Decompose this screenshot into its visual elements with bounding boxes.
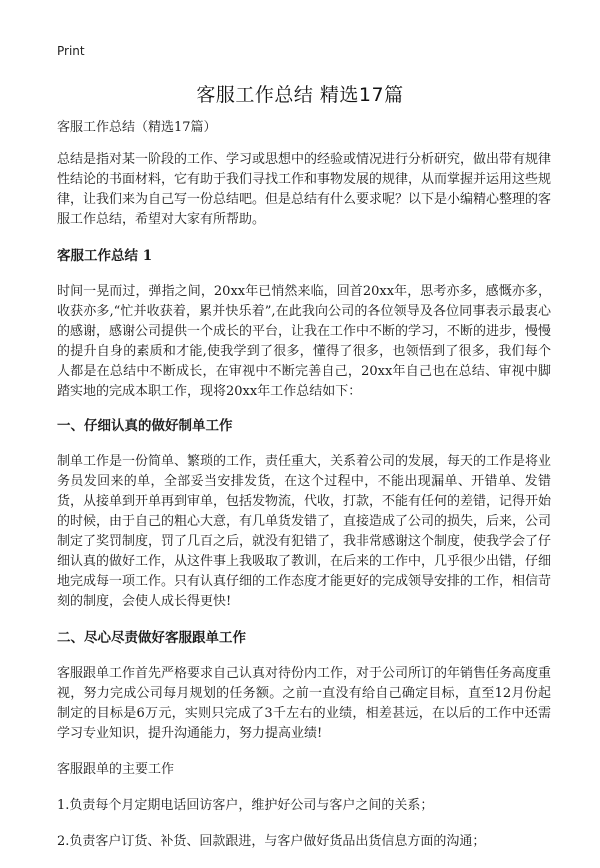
print-label[interactable]: Print xyxy=(57,44,85,58)
intro-paragraph: 总结是指对某一阶段的工作、学习或思想中的经验或情况进行分析研究，做出带有规律性结论的书面材料，它有助于我们寻找工作和事物发展的规律，从而掌握并运用这些规律，让我们来为自己写一份总结吧。但是总结有什么要求呢？以下是小编精心整理的客服工作总结，希望对大家有所帮助。 xyxy=(57,152,552,227)
duty-item-2: 2.负责客户订货、补货、回款跟进，与客户做好货品出货信息方面的沟通； xyxy=(57,834,486,849)
document-body xyxy=(57,118,551,868)
duty-item-1: 1.负责每个月定期电话回访客户，维护好公司与客户之间的关系； xyxy=(57,798,434,813)
section-heading-3: 二、尽心尽责做好客服跟单工作 xyxy=(57,630,246,646)
section-heading-1: 客服工作总结 1 xyxy=(57,248,153,264)
page-title: 客服工作总结 精选17篇 xyxy=(196,84,404,106)
duties-heading: 客服跟单的主要工作 xyxy=(57,762,175,777)
document-subtitle: 客服工作总结（精选17篇） xyxy=(57,120,217,135)
section-heading-2: 一、仔细认真的做好制单工作 xyxy=(57,418,233,434)
section-1-paragraph: 时间一晃而过，弹指之间，20xx年已悄然来临，回首20xx年，思考亦多，感慨亦多，收获亦多,“忙并收获着，累并快乐着”,在此我向公司的各位领导及各位同事表示最衷心的感谢，感谢公司提供一个成长的平台，让我在工作中不断的学习，不断的进步，慢慢的提升自身的素质和才能,使我学到了很多，懂得了很多，也领悟到了很多，我们每个人都是在总结中不断成长，在审视中不断完善自己，20xx年自己也在总结、审视中脚踏实地的完成本职工作，现将20xx年工作总结如下： xyxy=(57,284,552,399)
section-2-paragraph: 制单工作是一份简单、繁琐的工作，责任重大，关系着公司的发展，每天的工作是将业务员发回来的单，全部妥当安排发货，在这个过程中，不能出现漏单、开错单、发错货，从接单到开单再到审单，包括发物流，代收，打款，不能有任何的差错，记得开始的时候，由于自己的粗心大意，有几单货发错了，直接造成了公司的损失，后来，公司制定了奖罚制度，罚了几百之后，就没有犯错了，我非常感谢这个制度，使我学会了仔细认真的做好工作，从这件事上我吸取了教训，在后来的工作中，几乎很少出错，仔细地完成每一项工作。只有认真仔细的工作态度才能更好的完成领导安排的工作，相信苛刻的制度，会使人成长得更快! xyxy=(57,454,552,609)
section-3-paragraph: 客服跟单工作首先严格要求自己认真对待份内工作，对于公司所订的年销售任务高度重视，努力完成公司每月规划的任务额。之前一直没有给自己确定目标，直至12月份起制定的目标是6万元，实则只完成了3千左右的业绩，相差甚远，在以后的工作中还需学习专业知识，提升沟通能力，努力提高业绩! xyxy=(57,666,552,741)
